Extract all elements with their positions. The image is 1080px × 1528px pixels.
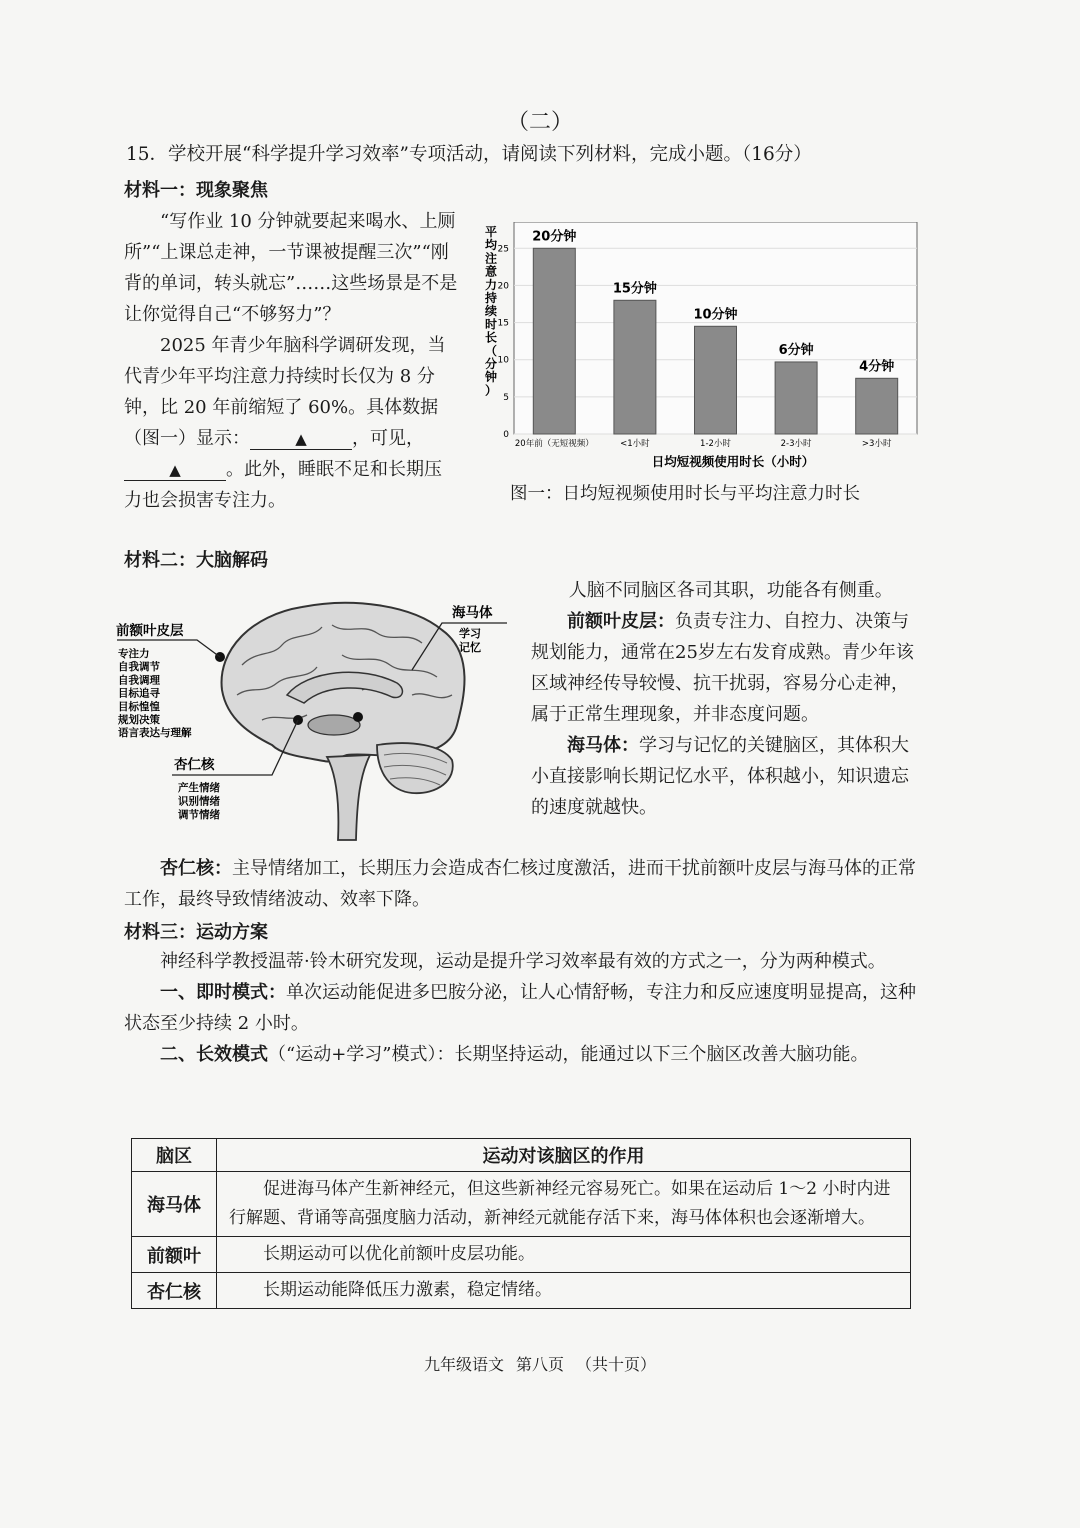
pfc-function-item: 目标惶惶 xyxy=(118,700,160,713)
table-cell-region: 前额叶 xyxy=(132,1237,217,1273)
material3-paragraph-1: 神经科学教授温蒂·铃木研究发现，运动是提升学习效率最有效的方式之一，分为两种模式。 xyxy=(160,951,886,972)
table-header-region: 脑区 xyxy=(132,1139,217,1172)
pfc-function-item: 语言表达与理解 xyxy=(118,727,192,740)
brainstem-shape xyxy=(327,755,370,840)
material3-heading: 材料三：运动方案 xyxy=(124,922,268,943)
table-cell-effect: 长期运动能降低压力激素，稳定情绪。 xyxy=(217,1273,911,1309)
bar xyxy=(856,378,898,434)
exercise-effect-table xyxy=(131,1138,911,1309)
hippocampus-paragraph xyxy=(531,730,923,823)
material1-paragraph-1: “写作业 10 分钟就要起来喝水、上厕所”“上课总走神，一节课被提醒三次”“刚背的单词，转头就忘”……这些场景是不是让你觉得自己“不够努力”？ xyxy=(124,211,458,325)
mode1-paragraph xyxy=(124,977,924,1039)
hippocampus-function-item: 学习 xyxy=(459,627,481,640)
mode1-text: 单次运动能促进多巴胺分泌，让人心情舒畅，专注力和反应速度明显提高，这种状态至少持续 2 小时。 xyxy=(124,982,916,1034)
table-row xyxy=(132,1273,911,1309)
amygdala-function-item: 识别情绪 xyxy=(178,795,220,808)
bar xyxy=(614,300,656,434)
amygdala-label: 杏仁核 xyxy=(174,757,215,773)
x-tick-label: >3小时 xyxy=(861,439,892,449)
bar-data-label: 10分钟 xyxy=(693,307,738,323)
amygdala-marker-2 xyxy=(353,712,363,722)
answer-blank-1[interactable] xyxy=(250,429,352,450)
table-row xyxy=(132,1237,911,1273)
material2-intro: 人脑不同脑区各司其职，功能各有侧重。 xyxy=(568,580,893,601)
pfc-function-item: 规划决策 xyxy=(118,714,160,726)
mode1-term: 一、即时模式： xyxy=(160,982,286,1003)
brain-diagram xyxy=(112,595,532,845)
pfc-function-item: 专注力 xyxy=(118,648,150,660)
material3-text xyxy=(124,946,924,1070)
material1-p2-part-c: 。此外，睡眠不足和长期压力也会损害专注力。 xyxy=(124,459,442,511)
y-tick-label: 25 xyxy=(497,244,509,255)
bar-data-label: 15分钟 xyxy=(612,281,657,297)
material1-text xyxy=(124,206,459,516)
table-cell-region: 海马体 xyxy=(132,1172,217,1237)
page-footer xyxy=(0,1352,1080,1375)
pfc-function-item: 目标追寻 xyxy=(118,687,160,700)
hippocampus-term: 海马体： xyxy=(567,735,639,756)
pfc-text: 负责专注力、自控力、决策与规划能力，通常在25岁左右发育成熟。青少年该区域神经传导较慢、抗干扰弱，容易分心走神，属于正常生理现象，并非态度问题。 xyxy=(531,611,914,725)
pfc-label: 前额叶皮层 xyxy=(116,623,184,639)
hippocampus-shape xyxy=(308,715,360,735)
amygdala-section xyxy=(124,853,924,915)
footer-total: （共十页） xyxy=(576,1355,657,1374)
footer-subject: 九年级语文 xyxy=(423,1355,504,1374)
x-tick-label: <1小时 xyxy=(620,439,650,449)
figure-caption: 图一：日均短视频使用时长与平均注意力时长 xyxy=(510,484,860,504)
material1-paragraph-2 xyxy=(124,330,459,516)
material2-heading: 材料二：大脑解码 xyxy=(124,550,268,571)
section-title: （二） xyxy=(506,110,573,135)
amygdala-function-item: 调节情绪 xyxy=(178,809,220,821)
x-tick-label: 2-3小时 xyxy=(780,439,812,449)
y-tick-label: 5 xyxy=(503,392,509,403)
table-row xyxy=(132,1172,911,1237)
triangle-icon: ▲ xyxy=(295,430,307,448)
mode2-term: 二、长效模式 xyxy=(160,1044,268,1065)
cerebellum-shape xyxy=(377,743,453,793)
table-cell-effect: 长期运动可以优化前额叶皮层功能。 xyxy=(217,1237,911,1273)
chart-svg xyxy=(478,222,918,472)
amygdala-function-item: 产生情绪 xyxy=(178,782,220,794)
mode2-paragraph xyxy=(124,1039,924,1070)
pfc-paragraph xyxy=(531,606,923,730)
mode2-text: （“运动+学习”模式）：长期坚持运动，能通过以下三个脑区改善大脑功能。 xyxy=(268,1044,869,1065)
y-tick-label: 15 xyxy=(497,318,509,329)
brain-svg xyxy=(112,595,532,845)
material2-text xyxy=(531,575,923,823)
x-tick-label: 1-2小时 xyxy=(700,439,731,449)
hippocampus-label: 海马体 xyxy=(452,605,493,621)
table-header-row xyxy=(132,1139,911,1172)
bar-data-label: 6分钟 xyxy=(778,342,814,358)
bar xyxy=(775,362,817,434)
y-axis-label: 平均注意力持续时长（分钟） xyxy=(485,225,498,398)
hippocampus-function-item: 记忆 xyxy=(459,641,481,654)
bar xyxy=(695,326,737,434)
attention-bar-chart xyxy=(478,222,918,472)
x-axis-label: 日均短视频使用时长（小时） xyxy=(651,454,815,469)
table-header-effect: 运动对该脑区的作用 xyxy=(217,1139,911,1172)
table-cell-region: 杏仁核 xyxy=(132,1273,217,1309)
hippocampus-text: 学习与记忆的关键脑区，其体积大小直接影响长期记忆水平，体积越小，知识遗忘的速度就越快。 xyxy=(531,735,909,818)
amygdala-paragraph xyxy=(124,853,924,915)
material1-p2-part-a: 2025 年青少年脑科学调研发现，当代青少年平均注意力持续时长仅为 8 分钟，比 20 年前缩短了 60%。具体数据（图一）显示： xyxy=(124,335,446,449)
bar-data-label: 4分钟 xyxy=(859,359,895,375)
y-tick-label: 20 xyxy=(497,281,509,292)
footer-page: 第八页 xyxy=(515,1355,564,1374)
bar-data-label: 20分钟 xyxy=(532,229,577,245)
amygdala-text: 主导情绪加工，长期压力会造成杏仁核过度激活，进而干扰前额叶皮层与海马体的正常工作，最终导致情绪波动、效率下降。 xyxy=(124,858,916,910)
question-15: 15．学校开展“科学提升学习效率”专项活动，请阅读下列材料，完成小题。（16分） xyxy=(126,144,812,165)
x-tick-label: 20年前（无短视频） xyxy=(514,439,594,449)
y-tick-label: 10 xyxy=(497,355,509,366)
material1-heading: 材料一：现象聚焦 xyxy=(124,180,268,201)
pfc-function-item: 自我调理 xyxy=(118,674,160,687)
answer-blank-2[interactable] xyxy=(124,460,226,481)
y-tick-label: 0 xyxy=(503,430,509,440)
pfc-term: 前额叶皮层： xyxy=(567,611,675,632)
bar xyxy=(533,248,575,434)
pfc-function-item: 自我调节 xyxy=(118,661,160,674)
amygdala-term: 杏仁核： xyxy=(160,858,232,879)
table-cell-effect: 促进海马体产生新神经元，但这些新神经元容易死亡。如果在运动后 1～2 小时内进行解题、背诵等高强度脑力活动，新神经元就能存活下来，海马体体积也会逐渐增大。 xyxy=(217,1172,911,1237)
triangle-icon: ▲ xyxy=(169,461,181,479)
material1-p2-part-b: ，可见， xyxy=(352,428,424,449)
